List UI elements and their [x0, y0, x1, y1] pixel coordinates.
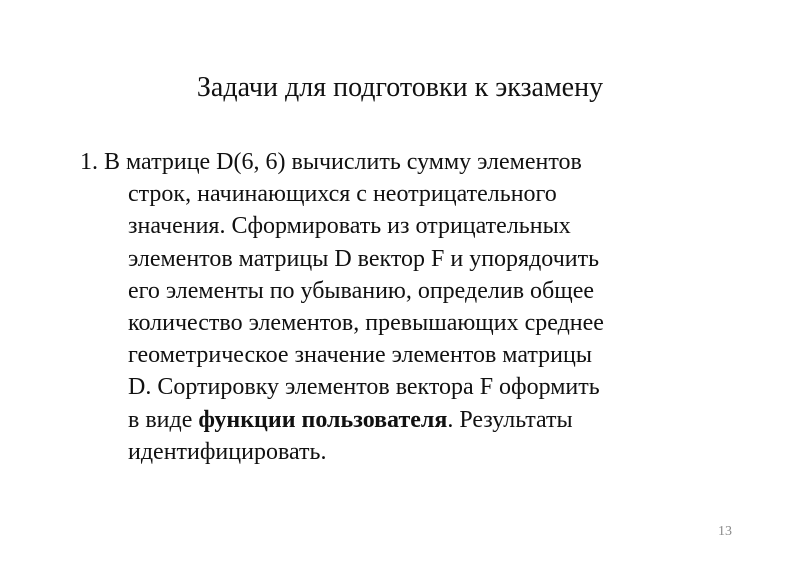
task-line-with-emphasis — [80, 404, 760, 436]
page-number: 13 — [718, 524, 732, 539]
task-1 — [80, 146, 760, 468]
task-line: его элементы по убыванию, определив общее — [128, 277, 595, 304]
task-line: значения. Сформировать из отрицательных — [128, 213, 571, 240]
task-line: идентифицировать. — [128, 438, 327, 465]
task-line: строк, начинающихся с неотрицательного — [128, 181, 557, 208]
task-line: геометрическое значение элементов матрицы — [128, 342, 592, 369]
slide-title: Задачи для подготовки к экзамену — [196, 72, 604, 103]
task-line: 1. В матрице D(6, 6) вычислить сумму элементов — [80, 149, 582, 175]
task-line: D. Сортировку элементов вектора F оформить — [128, 374, 600, 401]
task-line-suffix: . Результаты — [447, 406, 573, 433]
task-line: количество элементов, превышающих среднее — [128, 310, 604, 337]
task-line: элементов матрицы D вектор F и упорядочить — [128, 245, 600, 272]
emphasis-user-function: функции пользователя — [198, 406, 448, 433]
task-line-prefix: в виде — [128, 406, 199, 433]
